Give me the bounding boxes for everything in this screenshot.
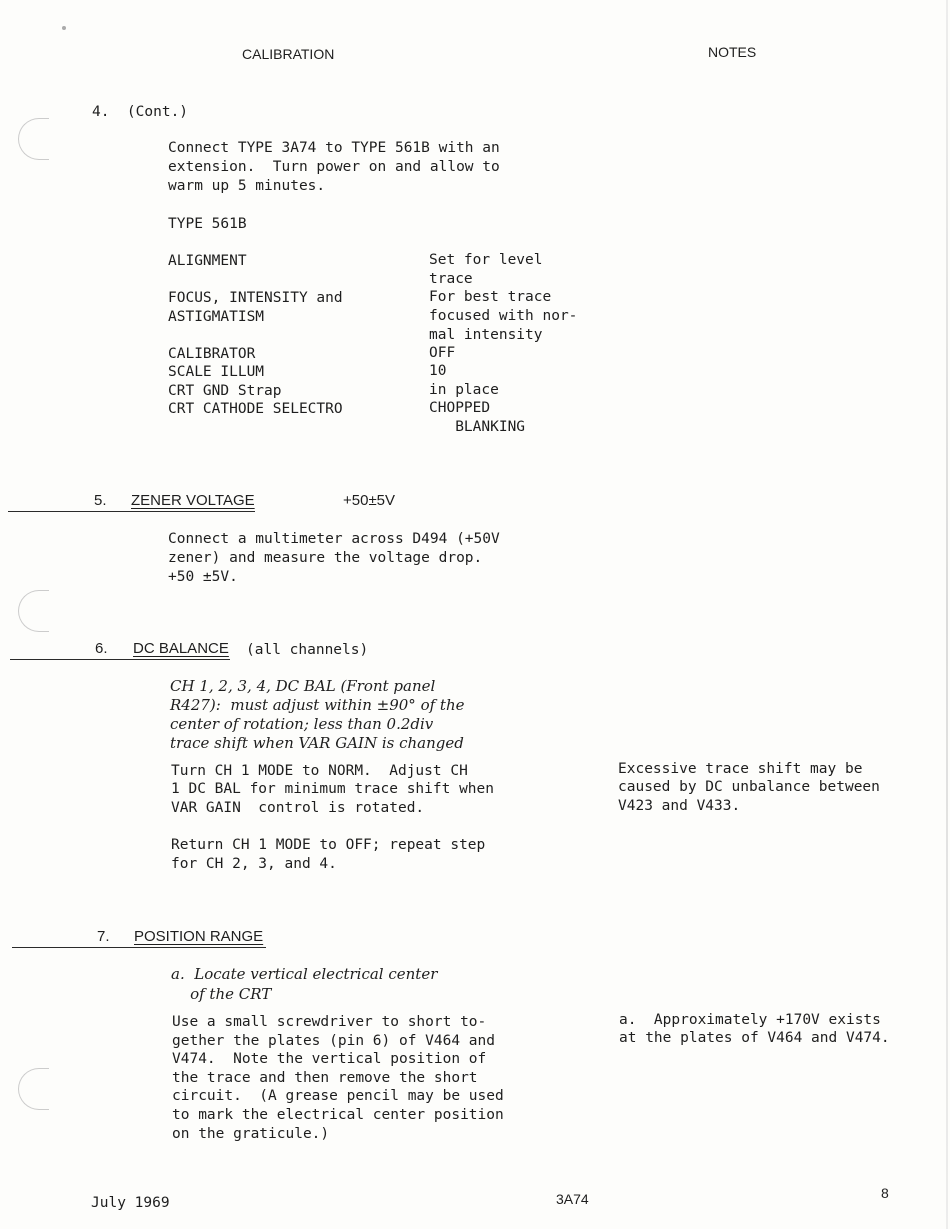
- step7-note-line: a. Approximately +170V exists: [619, 1012, 881, 1028]
- step6-number: 6.: [95, 640, 108, 657]
- section-rule: [10, 659, 230, 660]
- step6-note-line: Excessive trace shift may be: [618, 761, 863, 777]
- step5-spec: +50±5V: [343, 492, 396, 509]
- step6-title: DC BALANCE: [133, 640, 229, 657]
- step6-subtitle: (all channels): [246, 642, 369, 658]
- setting-control: CALIBRATOR: [168, 346, 256, 362]
- step5-body-line: Connect a multimeter across D494 (+50V: [168, 531, 500, 547]
- step6-note-line: V423 and V433.: [618, 798, 741, 814]
- section-rule: [12, 947, 266, 948]
- scan-speck: [62, 26, 66, 30]
- binder-hole-mark: [18, 118, 49, 160]
- step6-spec-line: trace shift when VAR GAIN is changed: [170, 734, 464, 752]
- setting-value: CHOPPED: [429, 400, 491, 416]
- step4-instrument: TYPE 561B: [168, 216, 247, 232]
- setting-value: For best trace: [429, 289, 552, 305]
- step6-para2-line: Return CH 1 MODE to OFF; repeat step: [171, 837, 486, 853]
- step7-body-line: to mark the electrical center position: [172, 1107, 504, 1123]
- step6-spec-line: center of rotation; less than 0.2div: [170, 715, 434, 733]
- step4-label: 4. (Cont.): [92, 104, 189, 120]
- step7-body-line: the trace and then remove the short: [172, 1070, 478, 1086]
- page-edge-shadow: [946, 0, 948, 1229]
- setting-value: trace: [429, 271, 473, 287]
- step6-para1-line: VAR GAIN control is rotated.: [171, 800, 425, 816]
- step5-number: 5.: [94, 492, 107, 509]
- step4-intro-line: Connect TYPE 3A74 to TYPE 561B with an: [168, 140, 500, 156]
- step7-note-line: at the plates of V464 and V474.: [619, 1030, 890, 1046]
- step7-number: 7.: [97, 928, 110, 945]
- step7-body-line: on the graticule.): [172, 1126, 330, 1142]
- step5-body-line: +50 ±5V.: [168, 569, 238, 585]
- step7-body-line: gether the plates (pin 6) of V464 and: [172, 1033, 496, 1049]
- footer-model: 3A74: [556, 1191, 589, 1207]
- header-notes: NOTES: [708, 44, 757, 60]
- binder-hole-mark: [18, 1068, 49, 1110]
- step7-body-line: V474. Note the vertical position of: [172, 1051, 487, 1067]
- setting-control: SCALE ILLUM: [168, 364, 265, 380]
- step6-spec-line: CH 1, 2, 3, 4, DC BAL (Front panel: [170, 677, 436, 695]
- step7-sub-a-line: a. Locate vertical electrical center: [171, 965, 438, 983]
- page-number: 8: [881, 1185, 889, 1201]
- setting-control: ASTIGMATISM: [168, 309, 265, 325]
- step7-body-line: circuit. (A grease pencil may be used: [172, 1088, 504, 1104]
- step7-body-line: Use a small screwdriver to short to-: [172, 1014, 487, 1030]
- setting-value: OFF: [429, 345, 456, 361]
- setting-control: FOCUS, INTENSITY and: [168, 290, 343, 306]
- step6-note-line: caused by DC unbalance between: [618, 779, 880, 795]
- footer-date: July 1969: [91, 1195, 170, 1211]
- section-rule: [8, 511, 255, 512]
- binder-hole-mark: [18, 590, 49, 632]
- setting-control: CRT GND Strap: [168, 383, 282, 399]
- step5-title: ZENER VOLTAGE: [131, 492, 255, 509]
- step6-para1-line: Turn CH 1 MODE to NORM. Adjust CH: [171, 763, 468, 779]
- step6-para1-line: 1 DC BAL for minimum trace shift when: [171, 781, 495, 797]
- setting-value: Set for level: [429, 252, 543, 268]
- setting-value: 10: [429, 363, 447, 379]
- step4-intro-line: extension. Turn power on and allow to: [168, 159, 500, 175]
- setting-value: BLANKING: [429, 419, 526, 435]
- setting-value: in place: [429, 382, 499, 398]
- step6-spec-line: R427): must adjust within ±90° of the: [170, 696, 465, 714]
- step7-title: POSITION RANGE: [134, 928, 264, 945]
- step7-sub-a-line: of the CRT: [171, 985, 272, 1003]
- step4-intro-line: warm up 5 minutes.: [168, 178, 326, 194]
- header-calibration: CALIBRATION: [242, 46, 335, 62]
- setting-control: ALIGNMENT: [168, 253, 247, 269]
- step5-body-line: zener) and measure the voltage drop.: [168, 550, 483, 566]
- setting-control: CRT CATHODE SELECTRO: [168, 401, 343, 417]
- setting-value: focused with nor-: [429, 308, 578, 324]
- setting-value: mal intensity: [429, 327, 543, 343]
- step6-para2-line: for CH 2, 3, and 4.: [171, 856, 337, 872]
